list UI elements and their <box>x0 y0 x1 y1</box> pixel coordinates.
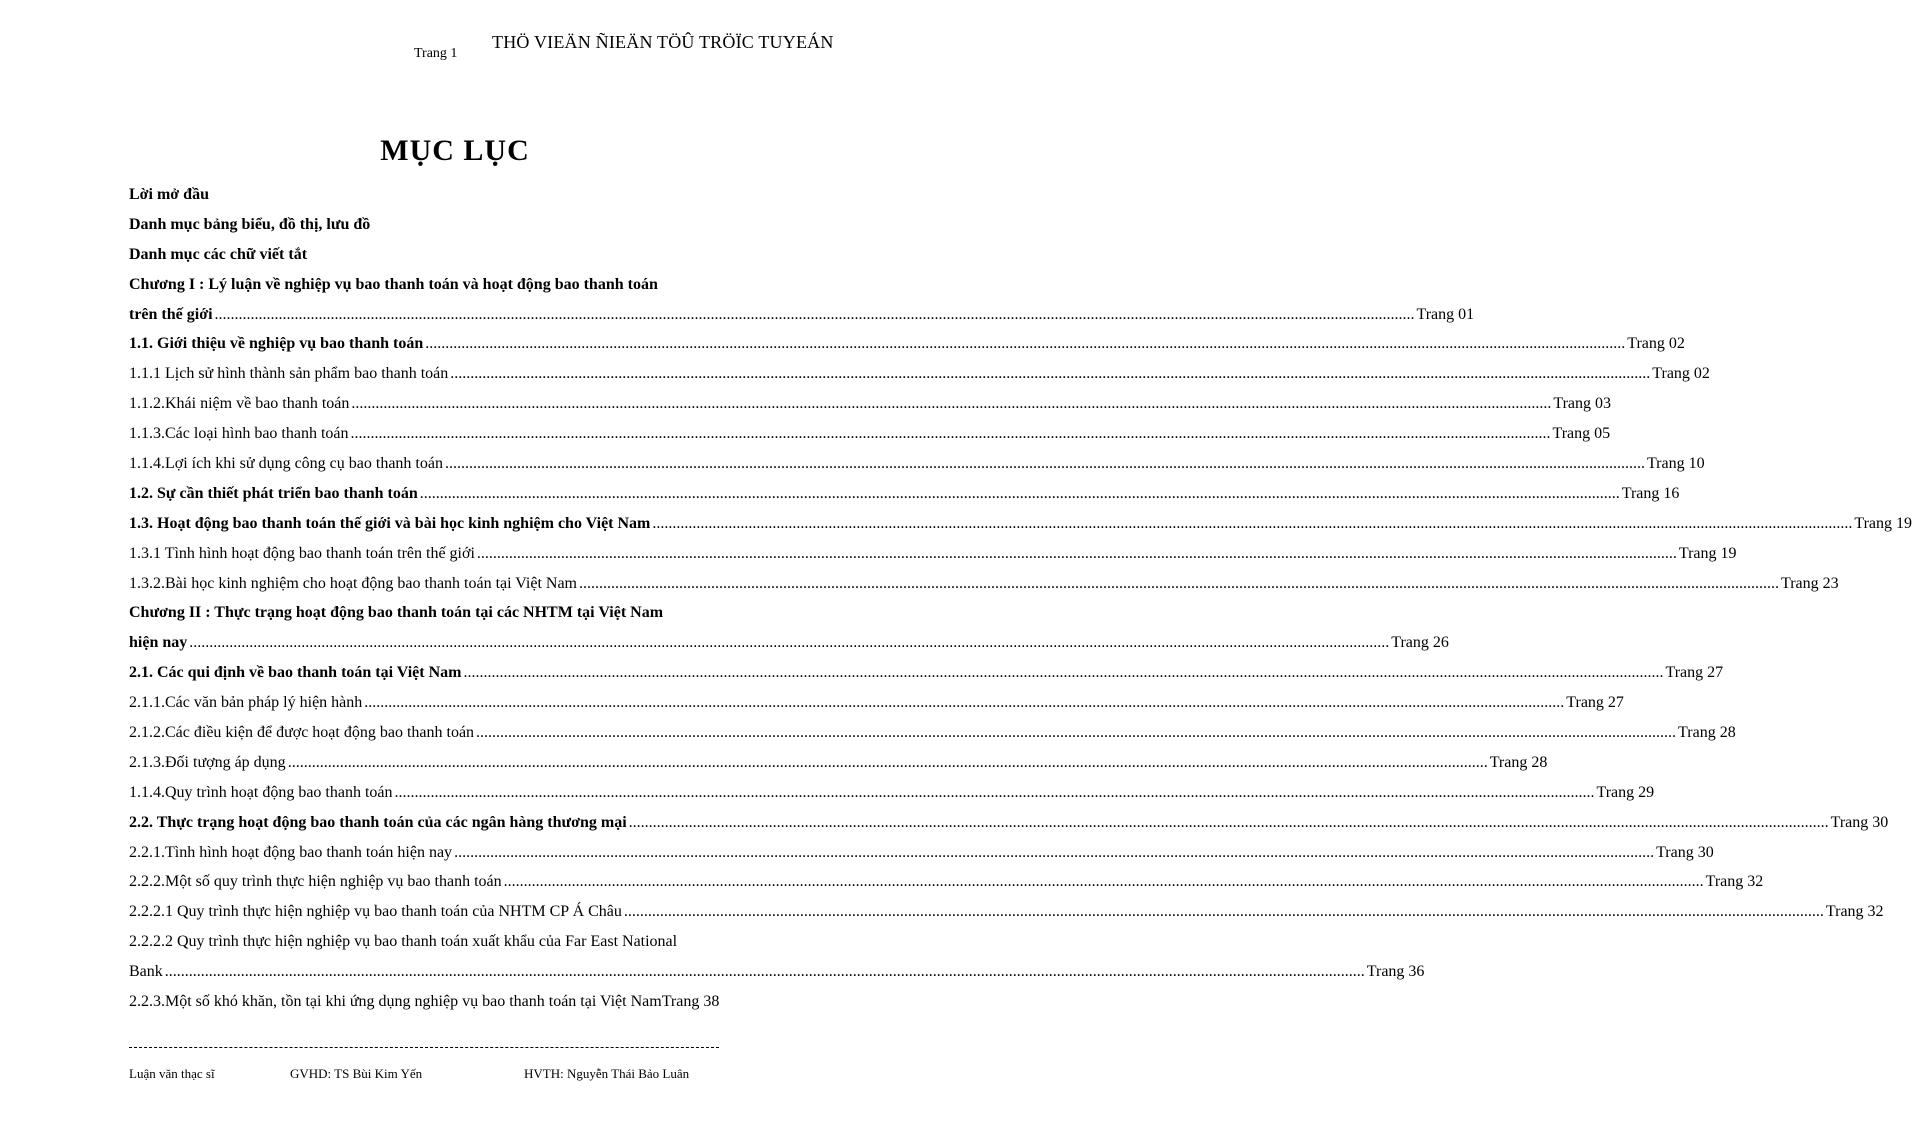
toc-dot-leader: ............................................................................................................................................................................................................................................................................................................ <box>425 335 1626 353</box>
toc-entry-page: Trang 30 <box>1656 843 1714 861</box>
toc-entry-page: Trang 36 <box>1366 963 1425 981</box>
toc-entry <box>129 359 1710 389</box>
toc-entry <box>129 300 1475 330</box>
toc-entry-title: 1.2. Sự cần thiết phát triển bao thanh toán <box>129 484 418 502</box>
toc-dot-leader: ............................................................................................................................................................................................................................................................................................................ <box>419 484 1620 502</box>
toc-entry-page: Trang 32 <box>1705 873 1764 891</box>
toc-entry <box>129 180 769 210</box>
toc-entry <box>129 808 1889 838</box>
toc-entry-title: 2.1. Các qui định về bao thanh toán tại Việt Nam <box>129 664 462 682</box>
toc-entry-title: trên thế giới <box>129 305 213 323</box>
toc-entry <box>129 658 1724 688</box>
toc-entry-page: Trang 10 <box>1646 455 1705 473</box>
toc-entry-title: hiện nay <box>129 634 188 652</box>
toc-entry-title: 1.1.3.Các loại hình bao thanh toán <box>129 425 349 443</box>
toc-entry-page: Trang 02 <box>1652 365 1710 383</box>
toc-dot-leader: ............................................................................................................................................................................................................................................................................................................ <box>463 664 1664 682</box>
toc-entry <box>129 509 1912 539</box>
toc-entry <box>129 240 769 270</box>
toc-dot-leader: ............................................................................................................................................................................................................................................................................................................ <box>351 395 1552 413</box>
toc-entry <box>129 927 769 957</box>
toc-dot-leader: ............................................................................................................................................................................................................................................................................................................ <box>364 694 1565 712</box>
toc-entry <box>129 419 1611 449</box>
toc-entry <box>129 778 1655 808</box>
toc-entry-title: 1.1.4.Quy trình hoạt động bao thanh toán <box>129 783 393 801</box>
toc-entry <box>129 210 769 240</box>
toc-entry <box>129 867 1764 897</box>
footer-student: HVTH: Nguyễn Thái Bảo Luân <box>524 1066 690 1081</box>
toc-dot-leader: ............................................................................................................................................................................................................................................................................................................ <box>394 783 1595 801</box>
toc-entry <box>129 539 1737 569</box>
footer-advisor: GVHD: TS Bùi Kim Yến <box>290 1066 423 1081</box>
toc-entry-page: Trang 23 <box>1781 574 1839 592</box>
toc-entry-page: Trang 26 <box>1391 634 1449 652</box>
toc-dot-leader: ............................................................................................................................................................................................................................................................................................................ <box>503 873 1704 891</box>
toc-entry-title: 2.1.1.Các văn bản pháp lý hiện hành <box>129 694 363 712</box>
toc-entry-page: Trang 38 <box>661 993 720 1011</box>
toc-entry-title: 1.1. Giới thiệu về nghiệp vụ bao thanh toán <box>129 335 424 353</box>
toc-entry <box>129 569 1839 599</box>
toc-dot-leader: ............................................................................................................................................................................................................................................................................................................ <box>214 305 1415 323</box>
toc-entry-title: 1.3.2.Bài học kinh nghiệm cho hoạt động bao thanh toán tại Việt Nam <box>129 574 577 592</box>
toc-dot-leader: ............................................................................................................................................................................................................................................................................................................ <box>476 724 1677 742</box>
toc-entry-page: Trang 19 <box>1854 514 1912 532</box>
toc-entry-page: Trang 27 <box>1566 694 1624 712</box>
toc-entry-title: Chương I : Lý luận về nghiệp vụ bao thanh toán và hoạt động bao thanh toán <box>129 275 658 293</box>
toc-dot-leader: ............................................................................................................................................................................................................................................................................................................ <box>476 544 1677 562</box>
footer-divider <box>129 1047 719 1048</box>
toc-entry-page: Trang 30 <box>1830 813 1889 831</box>
toc-entry <box>129 897 1884 927</box>
toc-entry-title: 2.1.3.Đối tượng áp dụng <box>129 753 286 771</box>
toc-entry <box>129 838 1714 868</box>
toc-entry-page: Trang 16 <box>1621 484 1680 502</box>
toc-entry-title: 2.2.3.Một số khó khăn, tồn tại khi ứng dụng nghiệp vụ bao thanh toán tại Việt Nam <box>129 993 662 1011</box>
toc-entry-title: 1.3. Hoạt động bao thanh toán thế giới và bài học kinh nghiệm cho Việt Nam <box>129 514 651 532</box>
toc-entry <box>129 329 1685 359</box>
toc-entry-page: Trang 29 <box>1596 783 1655 801</box>
toc-entry-title: 2.2.2.Một số quy trình thực hiện nghiệp vụ bao thanh toán <box>129 873 502 891</box>
toc-entry <box>129 270 769 300</box>
toc-dot-leader: ............................................................................................................................................................................................................................................................................................................ <box>579 574 1779 592</box>
toc-dot-leader: ............................................................................................................................................................................................................................................................................................................ <box>623 903 1824 921</box>
toc-dot-leader: ............................................................................................................................................................................................................................................................................................................ <box>189 634 1390 652</box>
toc-entry-title: Danh mục các chữ viết tắt <box>129 245 308 263</box>
toc-entry <box>129 688 1624 718</box>
toc-entry-page: Trang 03 <box>1553 395 1612 413</box>
toc-entry-title: Chương II : Thực trạng hoạt động bao thanh toán tại các NHTM tại Việt Nam <box>129 604 664 622</box>
toc-entry-title: Bank <box>129 963 163 981</box>
toc-entry-title: 1.1.2.Khái niệm về bao thanh toán <box>129 395 350 413</box>
toc-dot-leader: ............................................................................................................................................................................................................................................................................................................ <box>444 455 1645 473</box>
toc-entry <box>129 748 1548 778</box>
toc-entry-title: 2.2.2.1 Quy trình thực hiện nghiệp vụ bao thanh toán của NHTM CP Á Châu <box>129 903 622 921</box>
toc-entry-page: Trang 32 <box>1825 903 1884 921</box>
toc-entry-title: 1.1.1 Lịch sử hình thành sản phẩm bao thanh toán <box>129 365 449 383</box>
toc-entry-title: 2.2.1.Tình hình hoạt động bao thanh toán hiện nay <box>129 843 453 861</box>
toc-entry-page: Trang 28 <box>1678 724 1736 742</box>
library-header-title: THÖ VIEÄN ÑIEÄN TÖÛ TRÖÏC TUYEÁN <box>492 32 834 52</box>
toc-dot-leader: ............................................................................................................................................................................................................................................................................................................ <box>287 753 1488 771</box>
toc-entry <box>129 389 1612 419</box>
toc-entry <box>129 628 1449 658</box>
toc-entry-title: 1.1.4.Lợi ích khi sử dụng công cụ bao thanh toán <box>129 455 443 473</box>
toc-dot-leader: ............................................................................................................................................................................................................................................................................................................ <box>164 963 1365 981</box>
toc-dot-leader: ............................................................................................................................................................................................................................................................................................................ <box>652 514 1853 532</box>
toc-entry-title: Danh mục bảng biểu, đồ thị, lưu đồ <box>129 215 371 233</box>
toc-entry <box>129 957 1425 987</box>
toc-entry-title: 2.2.2.2 Quy trình thực hiện nghiệp vụ bao thanh toán xuất khẩu của Far East National <box>129 933 678 951</box>
toc-entry-page: Trang 01 <box>1416 305 1475 323</box>
toc-entry <box>129 479 1680 509</box>
toc-dot-leader: ............................................................................................................................................................................................................................................................................................................ <box>628 813 1829 831</box>
toc-entry-page: Trang 02 <box>1627 335 1685 353</box>
toc-entry <box>129 987 769 1017</box>
footer-thesis: Luận văn thạc sĩ <box>129 1066 215 1081</box>
page-number-label: Trang 1 <box>414 46 458 61</box>
toc-entry-title: 2.1.2.Các điều kiện để được hoạt động bao thanh toán <box>129 724 475 742</box>
toc-entry <box>129 598 769 628</box>
toc-dot-leader: ............................................................................................................................................................................................................................................................................................................ <box>454 843 1655 861</box>
toc-entry <box>129 718 1736 748</box>
toc-dot-leader: ............................................................................................................................................................................................................................................................................................................ <box>450 365 1651 383</box>
toc-entry-title: Lời mở đầu <box>129 186 209 203</box>
toc-dot-leader: ............................................................................................................................................................................................................................................................................................................ <box>350 425 1551 443</box>
toc-entry-page: Trang 19 <box>1678 544 1737 562</box>
toc-entry-title: 1.3.1 Tình hình hoạt động bao thanh toán trên thế giới <box>129 544 475 562</box>
toc-entry-title: 2.2. Thực trạng hoạt động bao thanh toán của các ngân hàng thương mại <box>129 813 627 831</box>
table-of-contents <box>129 180 1912 1017</box>
toc-entry <box>129 449 1705 479</box>
toc-entry-page: Trang 05 <box>1552 425 1611 443</box>
toc-entry-page: Trang 27 <box>1665 664 1724 682</box>
toc-title: MỤC LỤC <box>380 134 530 167</box>
toc-entry-page: Trang 28 <box>1489 753 1548 771</box>
